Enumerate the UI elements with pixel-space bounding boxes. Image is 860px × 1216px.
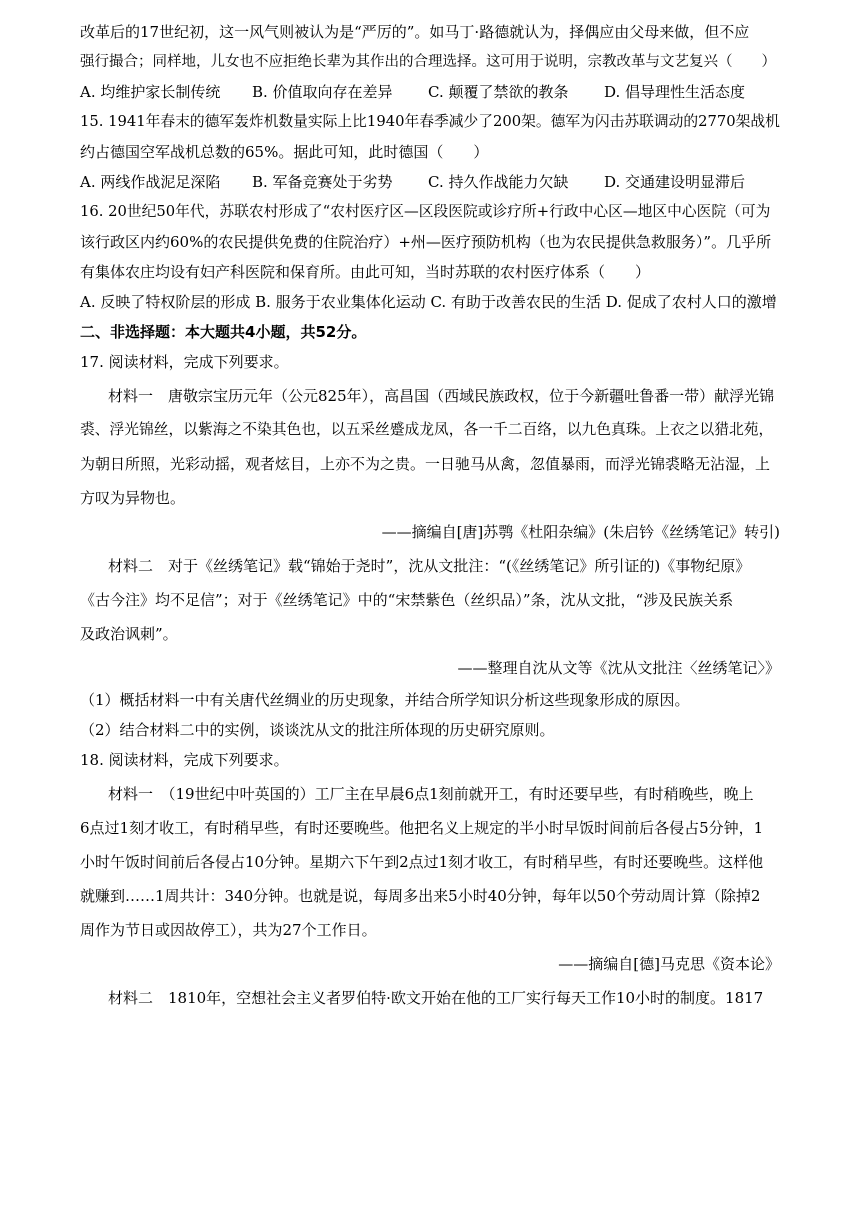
q15-option-c: C. 持久作战能力欠缺 [428,173,569,191]
q14-option-a: A. 均维护家长制传统 [80,83,221,101]
q18-title: 18. 阅读材料，完成下列要求。 [80,751,289,769]
q17-title: 17. 阅读材料，完成下列要求。 [80,353,289,371]
q17-material1-line-3: 为朝日所照，光彩动摇，观者炫目，上亦不为之贵。一日驰马从禽，忽值暴雨，而浮光锦裘略无沾湿，上 [80,455,771,473]
q14-option-d: D. 倡导理性生活态度 [604,83,746,101]
q18-material2-line-1: 材料二 1810年，空想社会主义者罗伯特·欧文开始在他的工厂实行每天工作10小时的制度。1817 [108,989,764,1007]
q15-options [80,172,780,192]
q17-material2-line-2: 《古今注》均不足信”；对于《丝绣笔记》中的“宋禁紫色（丝织品）”条，沈从文批，“涉及民族关系 [80,591,734,609]
q18-material1-line-4: 就赚到……1周共计：340分钟。也就是说，每周多出来5小时40分钟，每年以50个劳动周计算（除掉2 [80,887,761,905]
q17-material1-line-2: 裘、浮光锦丝，以紫海之不染其色也，以五采丝蹙成龙凤，各一千二百络，以九色真珠。上衣之以猎北苑， [80,421,774,438]
q14-options [80,82,780,102]
q15-line-2: 约占德国空军战机总数的65%。据此可知，此时德国（ ） [80,143,489,161]
q14-option-c: C. 颠覆了禁欲的教条 [428,83,569,101]
q18-material1-line-1: 材料一 （19世纪中叶英国的）工厂主在早晨6点1刻前就开工，有时还要早些，有时稍晚些，晚上 [108,785,754,803]
q17-requirement-1: （1）概括材料一中有关唐代丝绸业的历史现象，并结合所学知识分析这些现象形成的原因。 [80,691,690,709]
q15-option-b: B. 军备竞赛处于劣势 [252,173,393,191]
q17-material2-line-3: 及政治讽刺”。 [80,625,178,643]
q15-option-d: D. 交通建设明显滞后 [604,173,746,191]
q16-line-3: 有集体农庄均设有妇产科医院和保育所。由此可知，当时苏联的农村医疗体系（ ） [80,263,651,281]
q17-requirement-2: （2）结合材料二中的实例，谈谈沈从文的批注所体现的历史研究原则。 [80,721,555,739]
q14-line-2: 强行撮合；同样地，儿女也不应拒绝长辈为其作出的合理选择。这可用于说明，宗教改革与文艺复兴（ ） [80,54,776,70]
q15-option-a: A. 两线作战泥足深陷 [80,173,221,191]
q18-material1-line-5: 周作为节日或因故停工），共为27个工作日。 [80,921,377,939]
q14-option-b: B. 价值取向存在差异 [252,83,393,101]
q14-line-1: 改革后的17世纪初，这一风气则被认为是“严厉的”。如马丁·路德就认为，择偶应由父母来做，但不应 [80,23,750,41]
q17-material1-source: ——摘编自[唐]苏鹗《杜阳杂编》(朱启钤《丝绣笔记》转引) [381,523,780,541]
q17-material2-line-1: 材料二 对于《丝绣笔记》载“锦始于尧时”，沈从文批注：“(《丝绣笔记》所引证的)《事物纪原》 [108,557,751,575]
q16-line-1: 16. 20世纪50年代，苏联农村形成了“农村医疗区—区段医院或诊疗所+行政中心区—地区中心医院（可为 [80,203,771,220]
q17-material1-line-1: 材料一 唐敬宗宝历元年（公元825年），高昌国（西域民族政权，位于今新疆吐鲁番一带）献浮光锦 [108,387,775,405]
q17-material1-line-4: 方叹为异物也。 [80,489,186,507]
q18-material1-line-2: 6点过1刻才收工，有时稍早些，有时还要晚些。他把名义上规定的半小时早饭时间前后各侵占5分钟，1 [80,819,764,837]
q16-line-2: 该行政区内约60%的农民提供免费的住院治疗）+州—医疗预防机构（也为农民提供急救服务）”。几乎所 [80,233,772,251]
section-heading: 二、非选择题：本大题共4小题，共52分。 [80,323,367,341]
q16-options: A. 反映了特权阶层的形成 B. 服务于农业集体化运动 C. 有助于改善农民的生活 D. 促成了农村人口的激增 [80,293,777,311]
q18-material1-source: ——摘编自[德]马克思《资本论》 [558,955,780,973]
q17-material2-source: ——整理自沈从文等《沈从文批注〈丝绣笔记〉》 [457,659,780,677]
q18-material1-line-3: 小时午饭时间前后各侵占10分钟。星期六下午到2点过1刻才收工，有时稍早些，有时还要晚些。这样他 [80,853,764,871]
q15-line-1: 15. 1941年春末的德军轰炸机数量实际上比1940年春季减少了200架。德军为闪击苏联调动的2770架战机 [80,113,780,130]
